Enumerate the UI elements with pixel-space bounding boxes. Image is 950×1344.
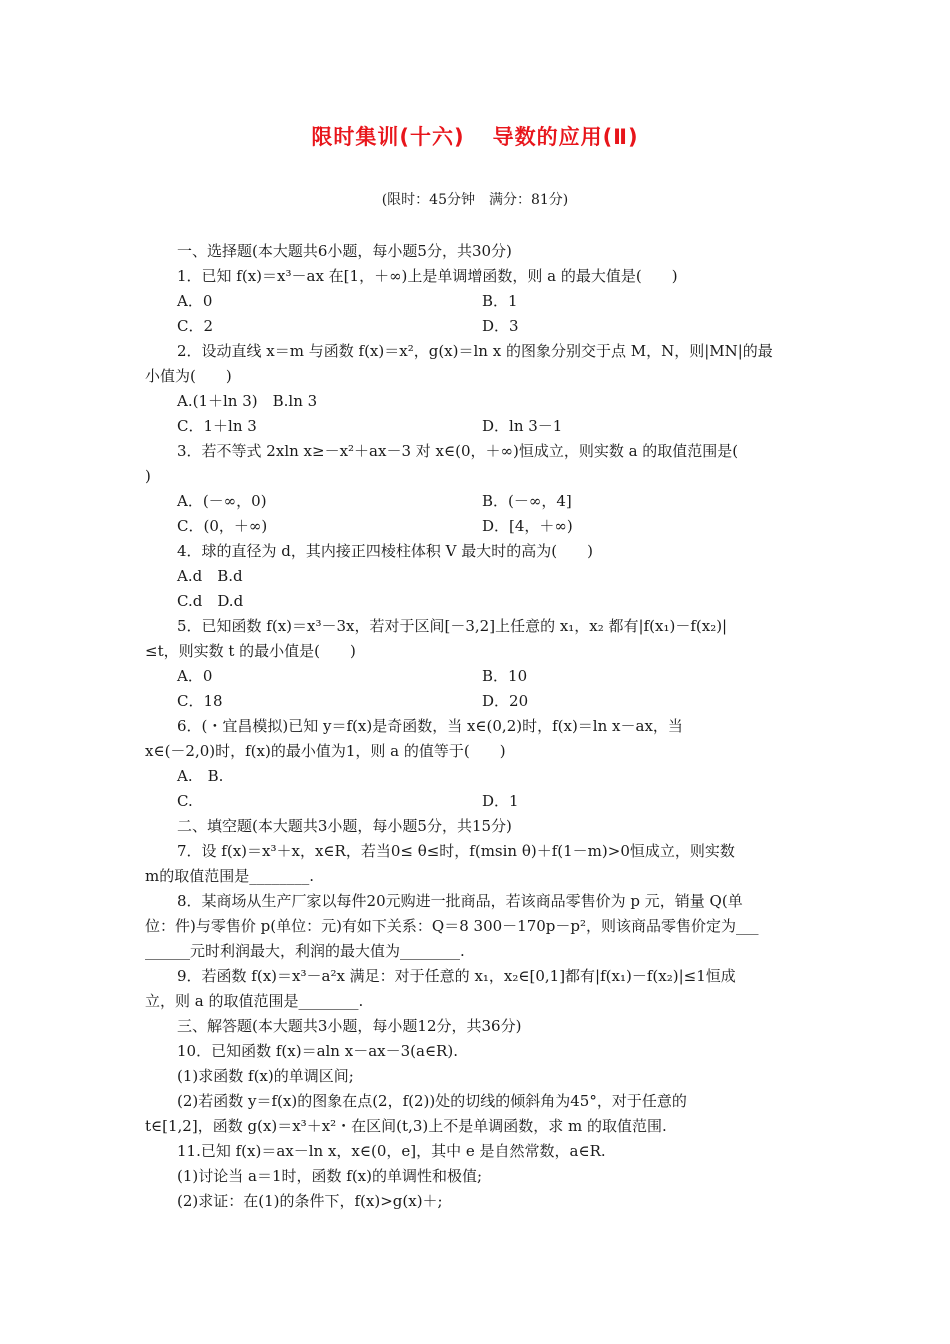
question-text: 7．设 f(x)＝x³＋x，x∈R，若当0≤ θ≤时，f(msin θ)＋f(1－m)>0恒成立，则实数 xyxy=(177,842,735,860)
question-part: (1)讨论当 a＝1时，函数 f(x)的单调性和极值; xyxy=(177,1167,483,1185)
option-c: C．18 xyxy=(177,692,223,710)
question-text: 6．(・宜昌模拟)已知 y＝f(x)是奇函数，当 x∈(0,2)时，f(x)＝ln x－ax，当 xyxy=(177,717,683,735)
option-d: D．1 xyxy=(482,792,519,810)
option-ab: A.(1＋ln 3) B.ln 3 xyxy=(177,392,318,410)
question-text: ≤t，则实数 t 的最小值是( ) xyxy=(145,642,356,660)
question-text: 10．已知函数 f(x)＝aln x－ax－3(a∈R). xyxy=(177,1042,458,1060)
question-text: 立，则 a 的取值范围是________. xyxy=(145,992,364,1010)
title-left: 限时集训(十六) xyxy=(311,125,465,149)
option-b: B．(－∞，4] xyxy=(482,492,572,510)
question-text: 2．设动直线 x＝m 与函数 f(x)＝x²，g(x)＝ln x 的图象分别交于点 M，N，则|MN|的最 xyxy=(177,342,773,360)
option-c: C．2 xyxy=(177,317,214,335)
question-text: 1．已知 f(x)＝x³－ax 在[1，＋∞)上是单调增函数，则 a 的最大值是( ) xyxy=(177,267,678,285)
option-ab: A. B. xyxy=(177,767,224,785)
option-a: A．0 xyxy=(177,667,213,685)
option-a: A．(－∞，0) xyxy=(177,492,267,510)
section-heading: 三、解答题(本大题共3小题，每小题12分，共36分) xyxy=(177,1017,522,1035)
question-text: 9．若函数 f(x)＝x³－a²x 满足：对于任意的 x₁，x₂∈[0,1]都有|f(x₁)－f(x₂)|≤1恒成 xyxy=(177,967,736,985)
question-text: 8．某商场从生产厂家以每件20元购进一批商品，若该商品零售价为 p 元，销量 Q(单 xyxy=(177,892,743,910)
question-part: t∈[1,2]，函数 g(x)＝x³＋x²・在区间(t,3)上不是单调函数，求 m 的取值范围. xyxy=(145,1117,667,1135)
option-c: C．1＋ln 3 xyxy=(177,417,257,435)
question-text: 4．球的直径为 d，其内接正四棱柱体积 V 最大时的高为( ) xyxy=(177,542,593,560)
option-ab: A.d B.d xyxy=(177,567,243,585)
option-d: D．[4，＋∞) xyxy=(482,517,573,535)
question-text: ) xyxy=(145,467,151,485)
option-a: A．0 xyxy=(177,292,213,310)
option-b: B．1 xyxy=(482,292,518,310)
question-text: 11.已知 f(x)＝ax－ln x，x∈(0，e]，其中 e 是自然常数，a∈R. xyxy=(177,1142,606,1160)
option-c: C．(0，＋∞) xyxy=(177,517,268,535)
option-d: D．20 xyxy=(482,692,529,710)
option-d: D．ln 3－1 xyxy=(482,417,563,435)
question-text: m的取值范围是________. xyxy=(145,867,314,885)
question-text: x∈(－2,0)时，f(x)的最小值为1，则 a 的值等于( ) xyxy=(145,742,506,760)
title-right: 导数的应用(Ⅱ) xyxy=(492,125,639,149)
section-heading: 一、选择题(本大题共6小题，每小题5分，共30分) xyxy=(177,242,512,260)
page-subtitle: (限时：45分钟 满分：81分) xyxy=(381,192,569,208)
question-text: 位：件)与零售价 p(单位：元)有如下关系：Q＝8 300－170p－p²，则该商品零售价定为___ xyxy=(145,917,759,935)
question-text: 5．已知函数 f(x)＝x³－3x，若对于区间[－3,2]上任意的 x₁，x₂ 都有|f(x₁)－f(x₂)| xyxy=(177,617,728,635)
question-text: 小值为( ) xyxy=(145,367,232,385)
question-part: (1)求函数 f(x)的单调区间; xyxy=(177,1067,354,1085)
question-text: ______元时利润最大，利润的最大值为________. xyxy=(145,942,465,960)
option-b: B．10 xyxy=(482,667,528,685)
option-cd: C.d D.d xyxy=(177,592,244,610)
option-c: C. xyxy=(177,792,193,810)
question-part: (2)若函数 y＝f(x)的图象在点(2，f(2))处的切线的倾斜角为45°，对于任意的 xyxy=(177,1092,687,1110)
option-d: D．3 xyxy=(482,317,519,335)
section-heading: 二、填空题(本大题共3小题，每小题5分，共15分) xyxy=(177,817,512,835)
page-title xyxy=(0,121,950,151)
question-part: (2)求证：在(1)的条件下，f(x)>g(x)＋; xyxy=(177,1192,443,1210)
question-text: 3．若不等式 2xln x≥－x²＋ax－3 对 x∈(0，＋∞)恒成立，则实数 a 的取值范围是( xyxy=(177,442,739,460)
